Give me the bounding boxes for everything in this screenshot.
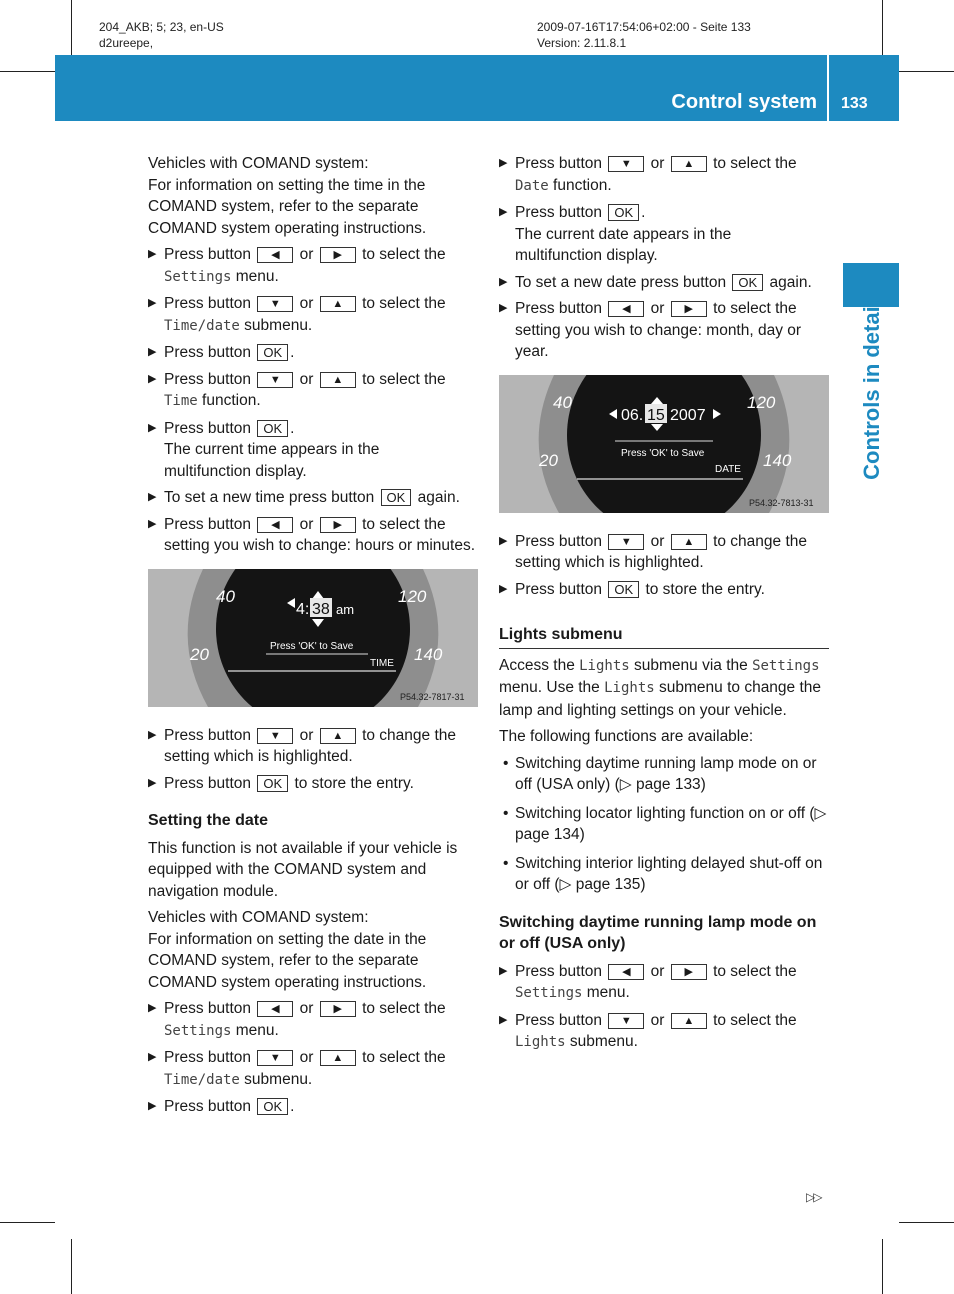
text: Press button — [164, 419, 252, 437]
step-arrow-icon: ▶ — [148, 1051, 157, 1063]
meta-line: d2ureepe, — [99, 36, 154, 50]
step-arrow-icon: ▶ — [148, 1002, 157, 1014]
print-meta-left — [99, 19, 224, 51]
text: Access the — [499, 656, 575, 674]
left-key-icon: ◀ — [257, 247, 293, 263]
text: submenu. — [244, 1070, 313, 1088]
text: Vehicles with COMAND system: — [148, 909, 369, 926]
scale-label: 120 — [398, 586, 427, 606]
text: to select the — [713, 962, 797, 980]
up-key-icon: ▲ — [671, 534, 707, 550]
step-arrow-icon: ▶ — [148, 517, 157, 530]
text: . — [290, 1098, 295, 1115]
text: Press button — [164, 774, 252, 792]
scale-label: 120 — [747, 392, 776, 412]
display-term: Time/date — [164, 317, 240, 334]
text: to select the setting you wish to change: month, day or year. — [515, 300, 802, 360]
text: Press button — [515, 962, 603, 980]
step-arrow-icon: ▶ — [499, 157, 508, 169]
step — [499, 272, 829, 294]
step-arrow-icon: ▶ — [499, 206, 508, 218]
down-key-icon: ▼ — [257, 296, 293, 312]
meta-line: Version: 2.11.8.1 — [537, 36, 627, 50]
text: to change the — [713, 532, 808, 550]
bullet-icon: • — [503, 854, 509, 872]
header-divider — [827, 55, 829, 121]
save-prompt: Press 'OK' to Save — [621, 447, 705, 459]
side-label — [822, 300, 922, 480]
text: Press button — [515, 155, 603, 172]
list-item — [499, 803, 829, 846]
function-label: DATE — [715, 463, 741, 475]
text: or — [650, 962, 665, 980]
text: . — [290, 419, 295, 437]
year-value: 2007 — [670, 406, 706, 424]
step — [148, 244, 478, 288]
text: multifunction display. — [164, 462, 307, 480]
text: menu. Use the — [499, 679, 600, 696]
text: Press button — [164, 1098, 252, 1115]
text: again. — [417, 489, 460, 506]
text: to change the — [362, 726, 457, 744]
step — [148, 514, 478, 557]
display-screen — [216, 569, 410, 707]
crop-mark — [71, 0, 72, 55]
step — [148, 342, 478, 364]
text: or — [299, 515, 314, 533]
ok-key-icon: OK — [257, 344, 288, 361]
ok-key-icon: OK — [257, 775, 288, 792]
scale-label: 20 — [190, 644, 209, 664]
text: to store the entry. — [645, 580, 765, 598]
step — [148, 369, 478, 413]
display-term: Settings — [164, 268, 232, 285]
up-key-icon: ▲ — [320, 372, 356, 388]
text: Press button — [164, 246, 252, 263]
scale-label: 140 — [414, 644, 443, 664]
print-meta-right — [537, 19, 751, 51]
scale-label: 40 — [216, 586, 235, 606]
time-display-image — [148, 569, 478, 707]
ok-key-icon: OK — [608, 581, 639, 598]
display-term: Settings — [164, 1022, 232, 1039]
step — [148, 293, 478, 337]
right-key-icon: ▶ — [320, 247, 356, 263]
left-key-icon: ◀ — [608, 301, 644, 317]
chapter-header-bar — [55, 55, 899, 121]
text: or — [299, 1049, 314, 1066]
text: The current date appears in the — [515, 225, 732, 243]
right-key-icon: ▶ — [671, 964, 707, 980]
text: Press button — [164, 295, 252, 312]
text: or — [299, 295, 314, 312]
crop-mark — [899, 71, 954, 72]
date-display-image — [499, 375, 829, 513]
display-term: Time — [164, 393, 198, 409]
step — [148, 487, 478, 509]
text: Press button — [515, 1011, 603, 1029]
crop-mark — [0, 71, 55, 72]
side-label-text: Controls in detail — [859, 300, 884, 480]
down-key-icon: ▼ — [257, 1050, 293, 1066]
text: Press button — [515, 532, 603, 550]
paragraph: This function is not available if your vehicle is equipped with the COMAND system and navigation module. — [148, 839, 458, 900]
text: Switching interior lighting delayed shut-off on or off (▷ page 135) — [515, 854, 823, 893]
bullet-icon: • — [503, 754, 509, 772]
step-arrow-icon: ▶ — [499, 964, 508, 977]
step-arrow-icon: ▶ — [148, 372, 157, 385]
right-column — [499, 153, 829, 1059]
chapter-title: Control system — [671, 91, 817, 113]
display-term: Time/date — [164, 1071, 240, 1088]
ok-key-icon: OK — [608, 204, 639, 221]
text: to store the entry. — [294, 774, 414, 792]
text: to select the — [362, 1000, 446, 1017]
figure-code: P54.32-7813-31 — [749, 497, 814, 508]
step — [148, 418, 478, 483]
text: or — [650, 1011, 665, 1029]
list-item — [499, 853, 829, 896]
step-arrow-icon: ▶ — [148, 491, 157, 503]
list-item — [499, 753, 829, 796]
text: Press button — [164, 370, 252, 388]
ok-key-icon: OK — [257, 420, 288, 437]
section-heading: Lights submenu — [499, 624, 829, 649]
display-term: Lights — [604, 680, 655, 696]
paragraph — [148, 153, 478, 239]
step — [499, 579, 829, 601]
step — [499, 202, 829, 267]
text: submenu via the — [634, 656, 748, 674]
text: Press button — [515, 580, 603, 598]
text: For information on setting the date in the COMAND system, refer to the separate COMAND system operating instructions. — [148, 930, 427, 991]
minute-value: 38 — [312, 600, 330, 618]
up-key-icon: ▲ — [671, 1013, 707, 1029]
crop-mark — [882, 0, 883, 55]
text: or — [299, 726, 314, 744]
step-arrow-icon: ▶ — [499, 534, 508, 547]
display-screen — [567, 375, 761, 513]
step — [148, 773, 478, 795]
paragraph — [148, 907, 478, 993]
step — [148, 1096, 478, 1118]
text: Press button — [515, 300, 603, 317]
page-number: 133 — [841, 95, 868, 112]
left-key-icon: ◀ — [257, 517, 293, 533]
scale-label: 20 — [539, 450, 558, 470]
ok-key-icon: OK — [381, 489, 412, 506]
step-arrow-icon: ▶ — [499, 275, 508, 288]
step-arrow-icon: ▶ — [148, 776, 157, 789]
text: Switching locator lighting function on or off (▷ page 134) — [515, 804, 827, 843]
step — [148, 725, 478, 768]
text: or — [650, 532, 665, 550]
text: multifunction display. — [515, 247, 658, 264]
text: setting which is highlighted. — [164, 748, 353, 765]
step-arrow-icon: ▶ — [148, 421, 157, 434]
up-key-icon: ▲ — [320, 728, 356, 744]
text: or — [299, 246, 314, 263]
left-key-icon: ◀ — [257, 1001, 293, 1017]
text: Press button — [164, 515, 252, 533]
left-column — [148, 153, 478, 1123]
ok-key-icon: OK — [732, 274, 763, 291]
day-value: 15 — [647, 406, 665, 424]
display-term: Lights — [579, 657, 630, 674]
step — [499, 531, 829, 574]
step-arrow-icon: ▶ — [499, 1013, 508, 1026]
step-arrow-icon: ▶ — [499, 302, 508, 314]
down-key-icon: ▼ — [608, 1013, 644, 1029]
text: function. — [202, 392, 261, 409]
scale-label: 40 — [553, 392, 572, 412]
text: For information on setting the time in the COMAND system, refer to the separate COMAND system operating instructions. — [148, 176, 427, 237]
text: The current time appears in the — [164, 441, 380, 458]
left-key-icon: ◀ — [608, 964, 644, 980]
hour-value: 4: — [296, 600, 310, 618]
display-term: Lights — [515, 1034, 566, 1050]
display-term: Settings — [752, 657, 820, 674]
crop-mark — [0, 1222, 55, 1223]
step-arrow-icon: ▶ — [499, 582, 508, 595]
save-prompt: Press 'OK' to Save — [270, 640, 354, 652]
text: submenu. — [244, 316, 313, 334]
section-heading: Switching daytime running lamp mode on or off (USA only) — [499, 913, 817, 952]
paragraph: The following functions are available: — [499, 728, 754, 745]
paragraph — [499, 655, 829, 722]
right-key-icon: ▶ — [320, 517, 356, 533]
step-arrow-icon: ▶ — [148, 1100, 157, 1112]
down-key-icon: ▼ — [257, 728, 293, 744]
bullet-icon: • — [503, 804, 509, 822]
text: submenu. — [569, 1033, 638, 1050]
down-key-icon: ▼ — [608, 156, 644, 172]
text: . — [641, 204, 646, 221]
step — [499, 1010, 829, 1054]
text: To set a new date press button — [515, 273, 727, 291]
text: function. — [553, 176, 612, 194]
text: to select the — [362, 246, 446, 263]
text: or — [299, 1000, 314, 1017]
crop-mark — [882, 1239, 883, 1294]
text: menu. — [235, 267, 279, 285]
text: again. — [769, 273, 812, 291]
text: or — [650, 300, 665, 317]
figure-code: P54.32-7817-31 — [400, 691, 465, 702]
text: Press button — [164, 726, 252, 744]
text: or — [650, 155, 665, 172]
function-label: TIME — [370, 657, 394, 669]
display-term: Date — [515, 177, 549, 194]
step — [148, 998, 478, 1042]
step-arrow-icon: ▶ — [148, 346, 157, 358]
down-key-icon: ▼ — [608, 534, 644, 550]
continue-marker-icon: ▷▷ — [806, 1190, 821, 1204]
month-value: 06. — [621, 406, 644, 424]
display-term: Settings — [515, 985, 583, 1001]
meta-line: 2009-07-16T17:54:06+02:00 - Seite 133 — [537, 20, 751, 34]
text: setting which is highlighted. — [515, 554, 704, 571]
meta-line: 204_AKB; 5; 23, en-US — [99, 20, 224, 34]
crop-mark — [71, 1239, 72, 1294]
text: to select the — [362, 370, 446, 388]
text: submenu to change the lamp and lighting settings on your vehicle. — [499, 679, 822, 719]
text: to select the — [713, 155, 797, 172]
up-key-icon: ▲ — [671, 156, 707, 172]
step — [148, 1047, 478, 1091]
text: . — [290, 344, 295, 361]
text: menu. — [235, 1021, 279, 1039]
text: or — [299, 370, 314, 388]
step-arrow-icon: ▶ — [148, 248, 157, 260]
text: Vehicles with COMAND system: — [148, 155, 369, 172]
step-arrow-icon: ▶ — [148, 297, 157, 309]
down-key-icon: ▼ — [257, 372, 293, 388]
step-arrow-icon: ▶ — [148, 728, 157, 741]
step — [499, 961, 829, 1005]
text: Press button — [164, 1049, 252, 1066]
text: to select the setting you wish to change: hours or minutes. — [164, 515, 476, 554]
step — [499, 298, 829, 363]
scale-label: 140 — [763, 450, 792, 470]
text: to select the — [713, 1011, 797, 1029]
up-key-icon: ▲ — [320, 1050, 356, 1066]
text: To set a new time press button — [164, 489, 375, 506]
up-key-icon: ▲ — [320, 296, 356, 312]
text: Press button — [515, 204, 603, 221]
crop-mark — [899, 1222, 954, 1223]
ok-key-icon: OK — [257, 1098, 288, 1115]
text: menu. — [586, 984, 630, 1001]
text: Press button — [164, 344, 252, 361]
text: Switching daytime running lamp mode on or off (USA only) (▷ page 133) — [515, 754, 817, 793]
text: Press button — [164, 1000, 252, 1017]
text: to select the — [362, 1049, 446, 1066]
text: to select the — [362, 295, 446, 312]
right-key-icon: ▶ — [671, 301, 707, 317]
section-heading: Setting the date — [148, 812, 269, 829]
ampm-value: am — [336, 601, 355, 617]
step — [499, 153, 829, 197]
right-key-icon: ▶ — [320, 1001, 356, 1017]
